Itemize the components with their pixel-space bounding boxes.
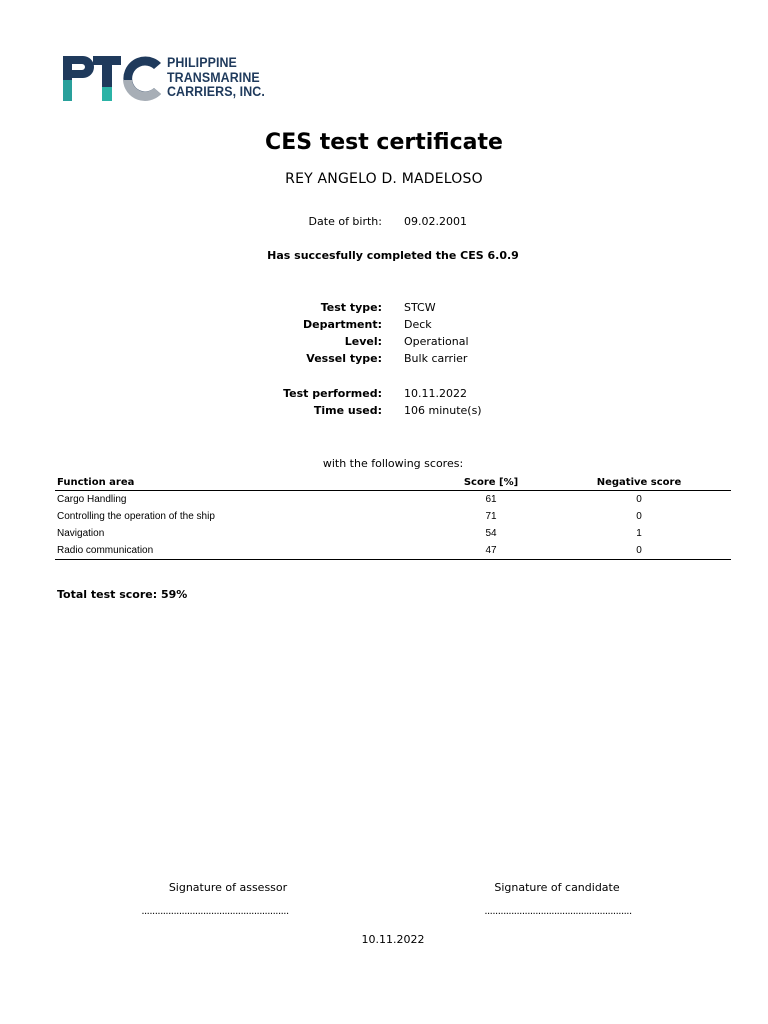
completion-statement: Has succesfully completed the CES 6.0.9 — [267, 249, 519, 262]
total-test-score: Total test score: 59% — [57, 588, 188, 601]
dob-value: 09.02.2001 — [404, 215, 467, 228]
score-cell: 61 — [485, 494, 497, 505]
candidate-signature-line: ....................................................... — [484, 906, 632, 917]
candidate-signature-label: Signature of candidate — [494, 881, 620, 894]
test-type-value: STCW — [404, 301, 436, 314]
company-name — [167, 56, 265, 100]
score-cell: 54 — [485, 528, 497, 539]
department-value: Deck — [404, 318, 432, 331]
scores-intro: with the following scores: — [322, 457, 464, 470]
column-header-score: Score [%] — [435, 475, 547, 491]
company-name-line-1: PHILIPPINE — [167, 55, 237, 70]
column-header-function-area: Function area — [55, 475, 435, 491]
company-name-line-3: CARRIERS, INC. — [167, 84, 265, 99]
function-area-cell: Cargo Handling — [57, 494, 127, 505]
time-used-label: Time used: — [313, 404, 382, 417]
test-performed-value: 10.11.2022 — [404, 387, 467, 400]
negative-score-cell: 1 — [636, 528, 642, 539]
vessel-type-value: Bulk carrier — [404, 352, 468, 365]
test-performed-label: Test performed: — [283, 387, 382, 400]
column-header-negative-score: Negative score — [547, 475, 731, 491]
assessor-signature-line: ....................................................... — [141, 906, 289, 917]
test-type-label: Test type: — [320, 301, 382, 314]
assessor-signature-label: Signature of assessor — [168, 881, 288, 894]
level-value: Operational — [404, 335, 469, 348]
scores-table — [55, 475, 731, 560]
function-area-cell: Controlling the operation of the ship — [57, 511, 215, 522]
level-label: Level: — [344, 335, 382, 348]
negative-score-cell: 0 — [547, 542, 731, 560]
dob-label: Date of birth: — [308, 215, 382, 228]
table-row — [55, 508, 731, 525]
vessel-type-label: Vessel type: — [306, 352, 382, 365]
signature-date: 10.11.2022 — [361, 933, 425, 946]
table-row — [55, 542, 731, 560]
table-row — [55, 491, 731, 509]
negative-score-cell: 0 — [636, 511, 642, 522]
company-logo — [63, 53, 293, 105]
company-name-line-2: TRANSMARINE — [167, 69, 260, 85]
ptc-logo-mark — [63, 53, 163, 103]
score-cell: 47 — [435, 542, 547, 560]
certificate-title: CES test certificate — [265, 130, 503, 155]
negative-score-cell: 0 — [636, 494, 642, 505]
department-label: Department: — [303, 318, 382, 331]
table-row — [55, 525, 731, 542]
candidate-name: REY ANGELO D. MADELOSO — [285, 171, 483, 187]
score-cell: 71 — [485, 511, 497, 522]
function-area-cell: Radio communication — [55, 542, 435, 560]
time-used-value: 106 minute(s) — [404, 404, 482, 417]
table-header-row — [55, 475, 731, 491]
function-area-cell: Navigation — [57, 528, 105, 539]
